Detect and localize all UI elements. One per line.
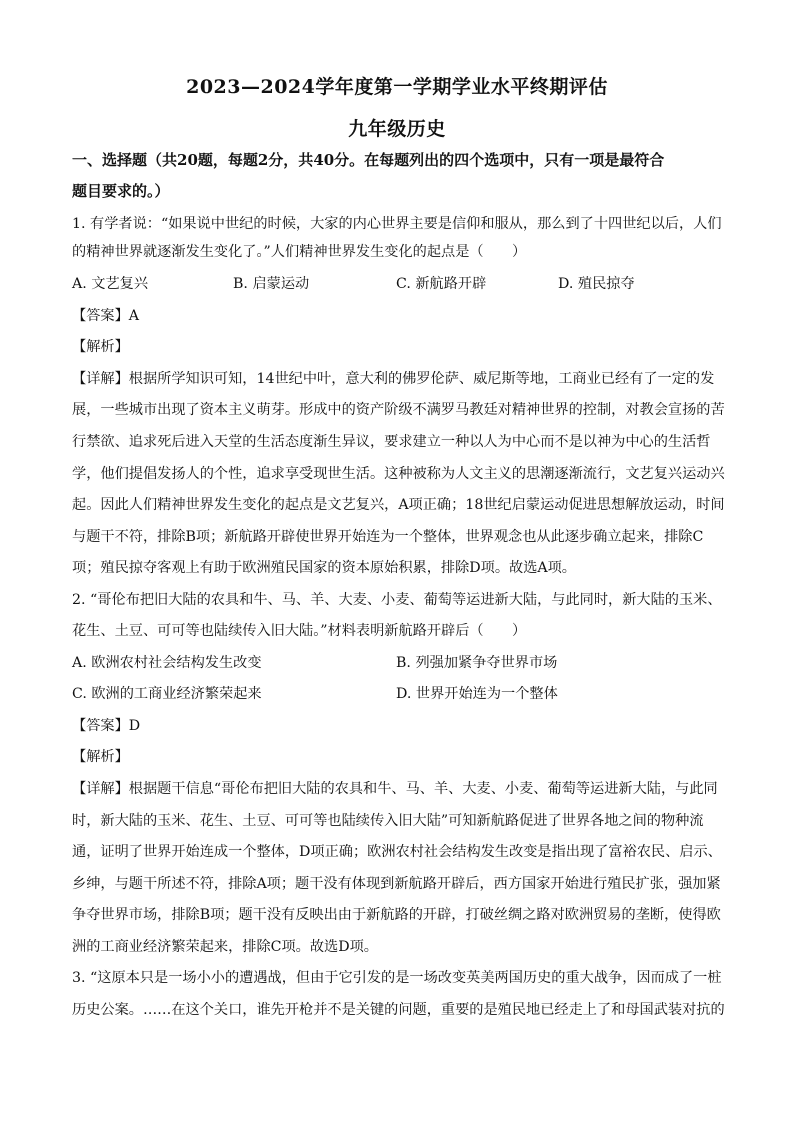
question-2-option-d: D. 世界开始连为一个整体 bbox=[396, 686, 558, 702]
question-1-option-c: C. 新航路开辟 bbox=[396, 276, 487, 292]
question-1-detail: 行禁欲、追求死后进入天堂的生活态度渐生异议，要求建立一种以人为中心而不是以神为中心的生活哲 bbox=[72, 434, 711, 450]
document-title: 2023—2024学年度第一学期学业水平终期评估 bbox=[186, 76, 608, 98]
question-1-stem: 1. 有学者说：“如果说中世纪的时候，大家的内心世界主要是信仰和服从，那么到了十四世纪以后，人们 bbox=[72, 216, 722, 232]
question-2-detail: 争夺世界市场，排除B项；题干没有反映出由于新航路的开辟，打破丝绸之路对欧洲贸易的垄断，使得欧 bbox=[72, 907, 721, 923]
question-2-option-b: B. 列强加紧争夺世界市场 bbox=[396, 655, 558, 671]
question-2-stem: 2. “哥伦布把旧大陆的农具和牛、马、羊、大麦、小麦、葡萄等运进新大陆，与此同时，新大陆的玉米、 bbox=[72, 592, 722, 608]
question-2-option-c: C. 欧洲的工商业经济繁荣起来 bbox=[72, 686, 262, 702]
question-1-detail: 【详解】根据所学知识可知，14世纪中叶，意大利的佛罗伦萨、威尼斯等地，工商业已经有了一定的发 bbox=[72, 371, 715, 387]
question-1-analysis-label: 【解析】 bbox=[72, 339, 129, 355]
question-1-detail: 展，一些城市出现了资本主义萌芽。形成中的资产阶级不满罗马教廷对精神世界的控制，对教会宣扬的苦 bbox=[72, 402, 725, 418]
question-1-option-d: D. 殖民掠夺 bbox=[558, 276, 635, 292]
section-heading-cont: 题目要求的。） bbox=[72, 182, 170, 200]
question-2-detail: 通，证明了世界开始连成一个整体，D项正确；欧洲农村社会结构发生改变是指出现了富裕农民、启示、 bbox=[72, 844, 722, 860]
question-1-detail: 学，他们提倡发扬人的个性，追求享受现世生活。这种被称为人文主义的思潮逐渐流行，文艺复兴运动兴 bbox=[72, 466, 725, 482]
question-1-answer: 【答案】A bbox=[72, 308, 139, 324]
question-3-stem: 3. “这原本只是一场小小的遭遇战，但由于它引发的是一场改变英美两国历史的重大战争，因而成了一桩 bbox=[72, 970, 722, 986]
question-1-detail: 与题干不符，排除B项；新航路开辟使世界开始连为一个整体，世界观念也从此逐步确立起来，排除C bbox=[72, 529, 704, 545]
question-2-detail: 时，新大陆的玉米、花生、土豆、可可等也陆续传入旧大陆”可知新航路促进了世界各地之间的物种流 bbox=[72, 813, 704, 829]
question-3-stem: 历史公案。……在这个关口，谁先开枪并不是关键的问题，重要的是殖民地已经走上了和母国武装对抗的 bbox=[72, 1002, 725, 1018]
question-1-detail: 起。因此人们精神世界发生变化的起点是文艺复兴，A项正确；18世纪启蒙运动促进思想解放运动，时间 bbox=[72, 497, 725, 513]
question-1-option-b: B. 启蒙运动 bbox=[233, 276, 310, 292]
question-1-detail: 项；殖民掠夺客观上有助于欧洲殖民国家的资本原始积累，排除D项。故选A项。 bbox=[72, 560, 576, 576]
question-2-detail: 【详解】根据题干信息“哥伦布把旧大陆的农具和牛、马、羊、大麦、小麦、葡萄等运进新大陆，与此同 bbox=[72, 781, 718, 797]
question-2-analysis-label: 【解析】 bbox=[72, 749, 129, 765]
section-heading: 一、选择题（共20题，每题2分，共40分。在每题列出的四个选项中，只有一项是最符合 bbox=[72, 151, 665, 169]
question-2-detail: 洲的工商业经济繁荣起来，排除C项。故选D项。 bbox=[72, 939, 378, 955]
question-2-detail: 乡绅，与题干所述不符，排除A项；题干没有体现到新航路开辟后，西方国家开始进行殖民扩张，强加紧 bbox=[72, 876, 721, 892]
question-1-stem: 的精神世界就逐渐发生变化了。”人们精神世界发生变化的起点是（ ） bbox=[72, 244, 527, 260]
question-2-answer: 【答案】D bbox=[72, 718, 141, 734]
question-2-option-a: A. 欧洲农村社会结构发生改变 bbox=[72, 655, 262, 671]
question-2-stem: 花生、土豆、可可等也陆续传入旧大陆。”材料表明新航路开辟后（ ） bbox=[72, 623, 527, 639]
document-subtitle: 九年级历史 bbox=[348, 118, 446, 140]
question-1-option-a: A. 文艺复兴 bbox=[72, 276, 149, 292]
